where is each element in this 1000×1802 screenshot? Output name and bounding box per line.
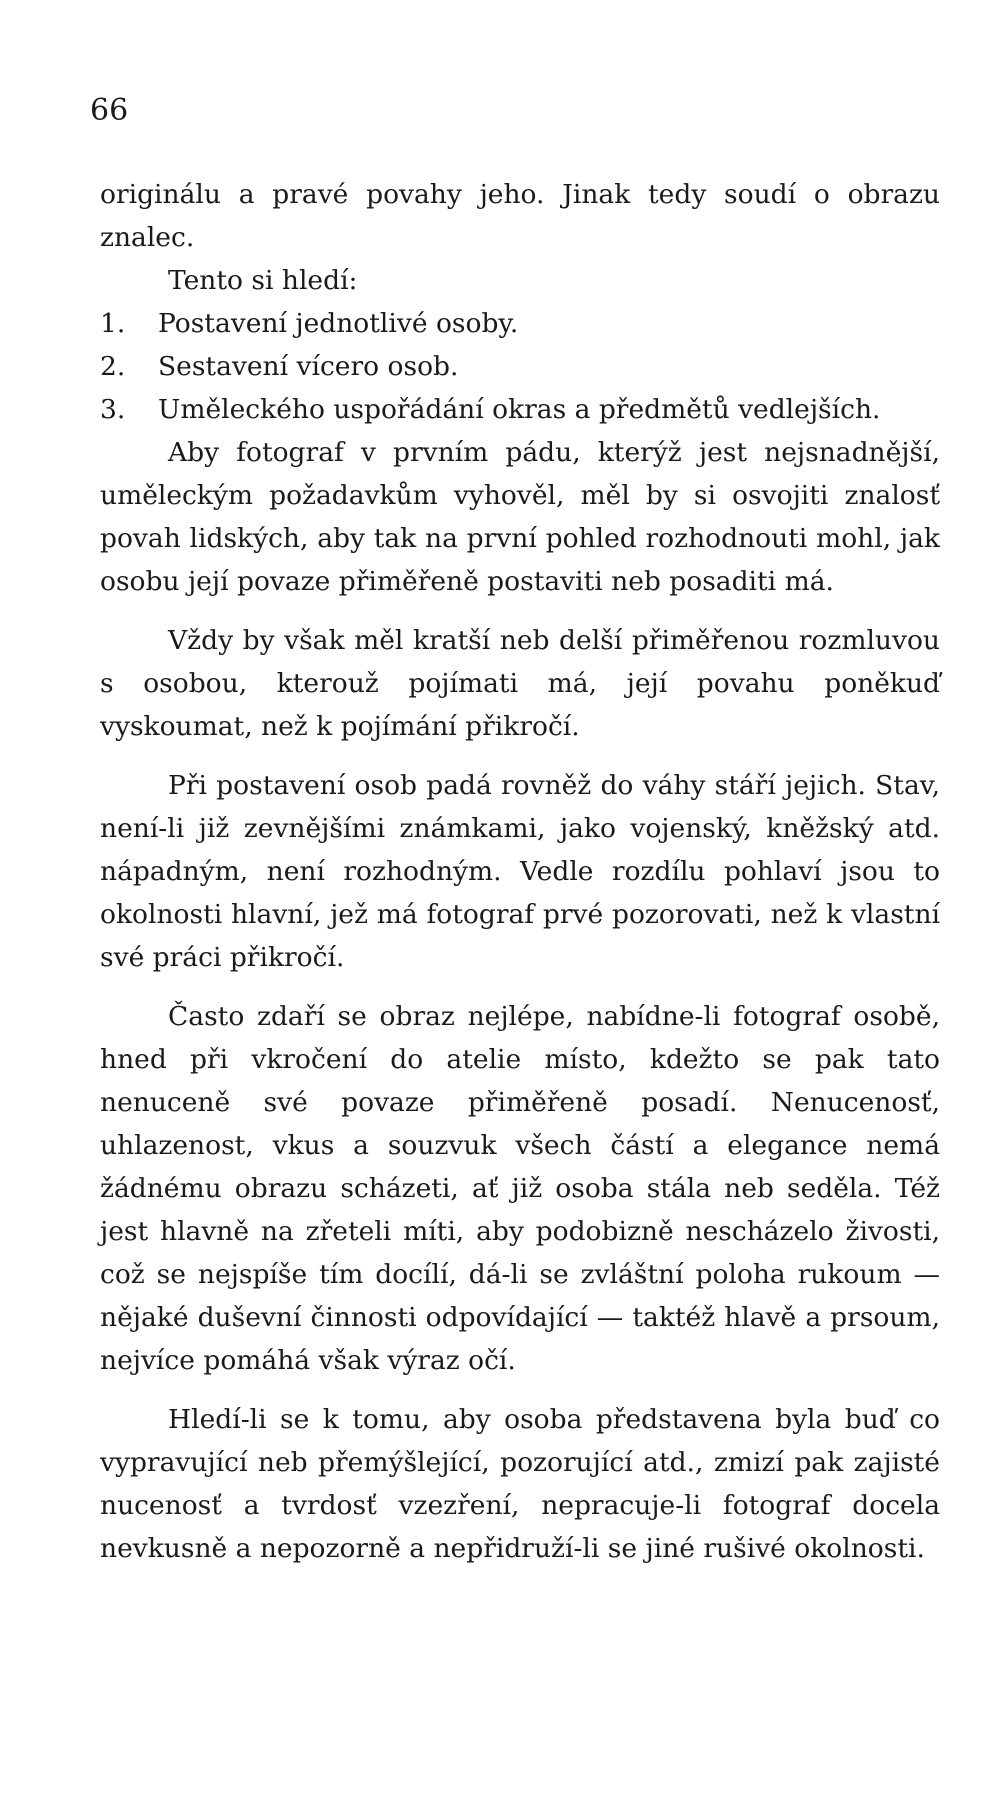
page-number: 66 xyxy=(90,93,129,128)
list-item xyxy=(100,388,940,431)
list-text: Sestavení vícero osob. xyxy=(158,351,459,382)
opening-paragraph: originálu a pravé povahy jeho. Jinak tedy soudí o obrazu znalec. xyxy=(100,179,940,253)
paragraph-4: Často zdaří se obraz nejlépe, nabídne-li fotograf osobě, hned při vkročení do atelie místo, kdežto se pak tato nenuceně své povaze přiměřeně posadí. Nenucenosť, uhlazenost, vkus a souzvuk všech částí a elegance nemá žádnému obrazu scházeti, ať již osoba stála neb seděla. Též jest hlavně na zřeteli míti, aby podobizně nescházelo živosti, což se nejspíše tím docílí, dá-li se zvláštní poloha rukoum — nějaké duševní činnosti odpovídající — taktéž hlavě a prsoum, nejvíce pomáhá však výraz očí. xyxy=(100,1001,940,1376)
list-intro: Tento si hledí: xyxy=(168,265,358,296)
list-number: 3. xyxy=(100,394,126,425)
paragraph-2: Vždy by však měl kratší neb delší přiměřenou rozmluvou s osobou, kterouž pojímati má, její povahu poněkuď vyskoumat, než k pojímání přikročí. xyxy=(100,625,940,742)
list-item xyxy=(100,345,940,388)
body-text xyxy=(100,173,940,1570)
list-text: Uměleckého uspořádání okras a předmětů vedlejších. xyxy=(158,394,881,425)
paragraph-3: Při postavení osob padá rovněž do váhy stáří jejich. Stav, není-li již zevnějšími známkami, jako vojenský, kněžský atd. nápadným, není rozhodným. Vedle rozdílu pohlaví jsou to okolnosti hlavní, jež má fotograf prvé pozorovati, než k vlastní své práci přikročí. xyxy=(100,770,940,973)
list-item xyxy=(100,302,940,345)
list-number: 2. xyxy=(100,351,126,382)
paragraph-1: Aby fotograf v prvním pádu, kterýž jest nejsnadnější, uměleckým požadavkům vyhověl, měl by si osvojiti znalosť povah lidských, aby tak na první pohled rozhodnouti mohl, jak osobu její povaze přiměřeně postaviti neb posaditi má. xyxy=(100,437,940,597)
list-text: Postavení jednotlivé osoby. xyxy=(158,308,519,339)
paragraph-5: Hledí-li se k tomu, aby osoba představena byla buď co vypravující neb přemýšlející, pozorující atd., zmizí pak zajisté nucenosť a tvrdosť vzezření, nepracuje-li fotograf docela nevkusně a nepozorně a nepřidruží-li se jiné rušivé okolnosti. xyxy=(100,1404,940,1564)
list-number: 1. xyxy=(100,308,126,339)
numbered-list xyxy=(100,302,940,431)
